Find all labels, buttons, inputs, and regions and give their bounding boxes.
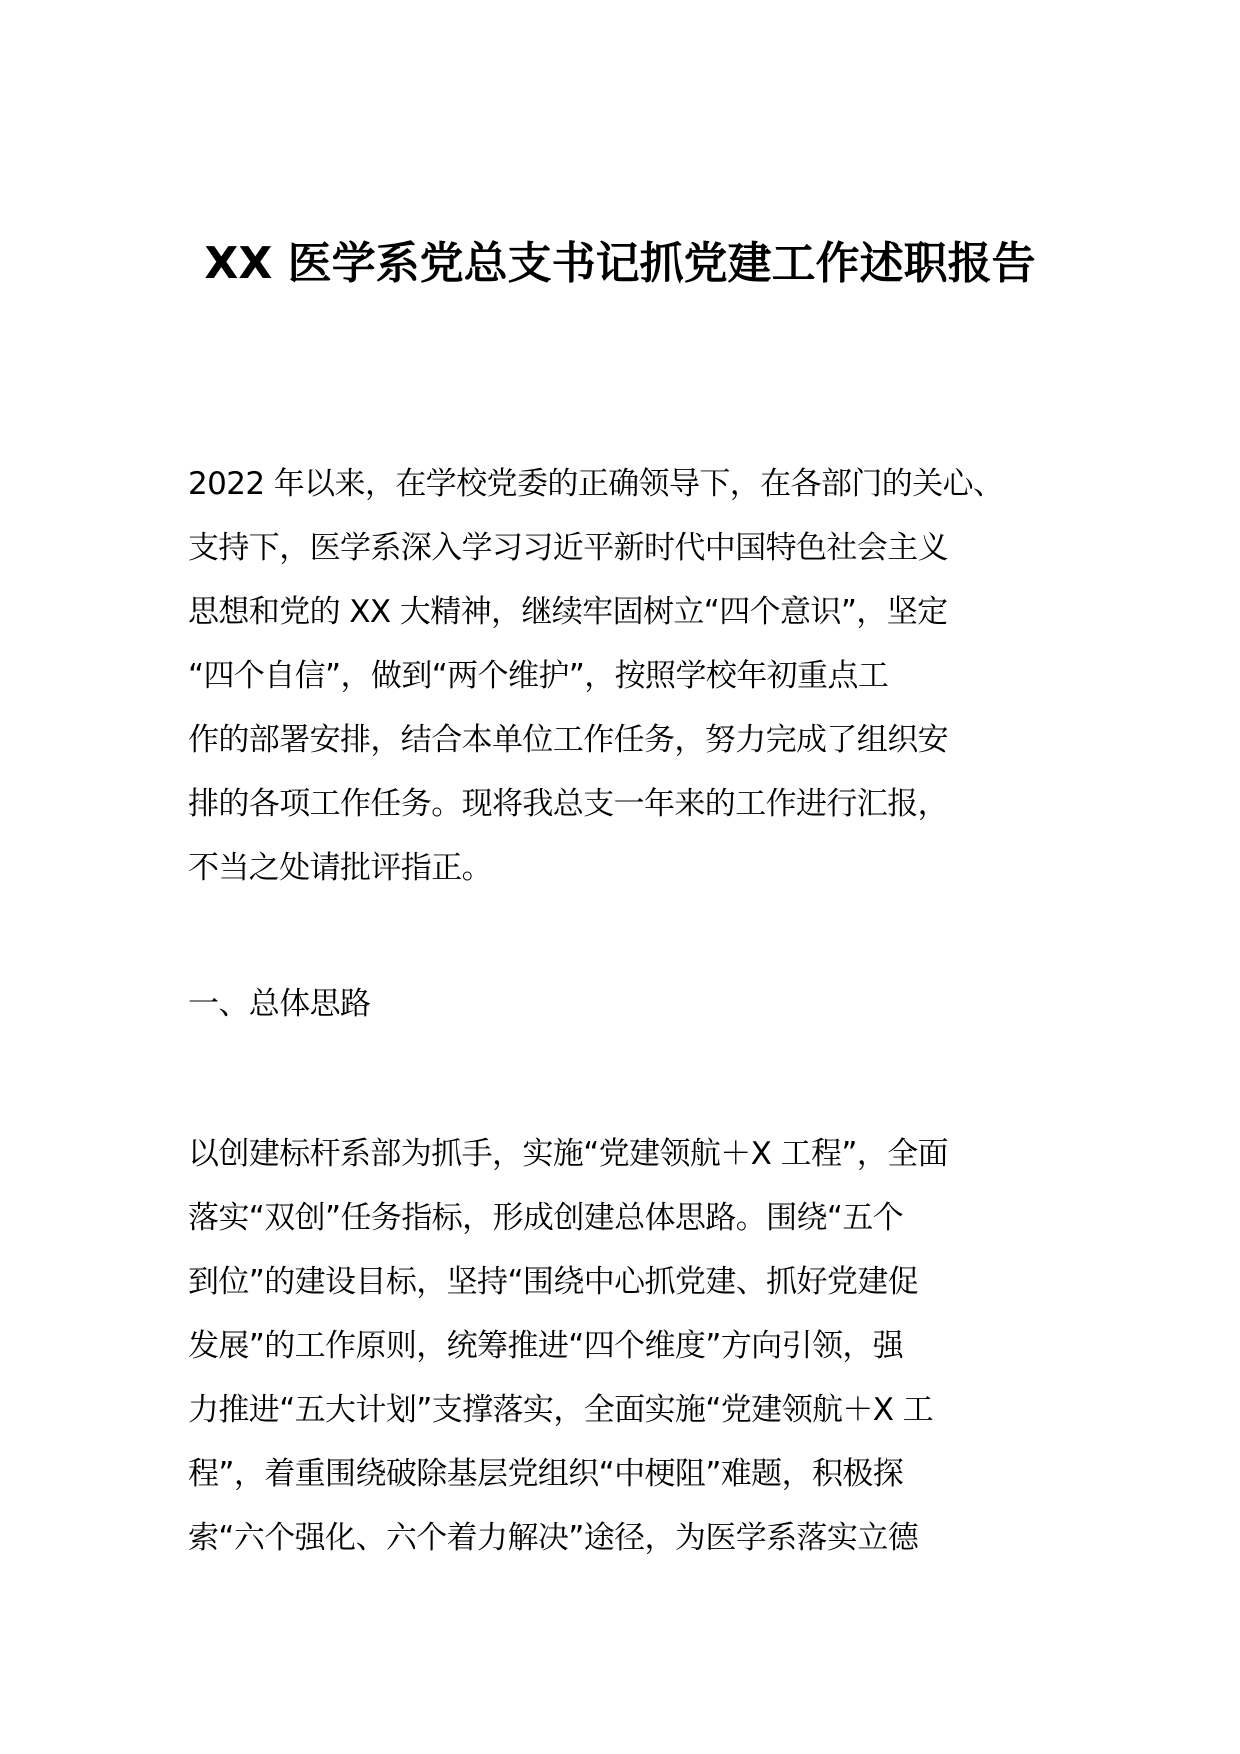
intro-paragraph bbox=[188, 452, 1068, 900]
paragraph-line: 2022 年以来，在学校党委的正确领导下，在各部门的关心、 bbox=[188, 466, 1004, 502]
section-heading-overall-approach bbox=[188, 972, 1068, 1036]
paragraph-line: 排的各项工作任务。现将我总支一年来的工作进行汇报， bbox=[188, 786, 948, 822]
paragraph-line: 到位”的建设目标，坚持“围绕中心抓党建、抓好党建促 bbox=[188, 1264, 919, 1300]
paragraph-line: 作的部署安排，结合本单位工作任务，努力完成了组织安 bbox=[188, 722, 948, 758]
document-title: XX 医学系党总支书记抓党建工作述职报告 bbox=[204, 238, 1036, 290]
paragraph-line: 不当之处请批评指正。 bbox=[188, 850, 492, 886]
overall-approach-paragraph bbox=[188, 1122, 1068, 1570]
paragraph-line: 程”，着重围绕破除基层党组织“中梗阻”难题，积极探 bbox=[188, 1456, 904, 1492]
paragraph-line: 发展”的工作原则，统筹推进“四个维度”方向引领，强 bbox=[188, 1328, 904, 1364]
section-heading: 一、总体思路 bbox=[188, 986, 371, 1022]
paragraph-line: 以创建标杆系部为抓手，实施“党建领航＋X 工程”，全面 bbox=[188, 1136, 949, 1172]
paragraph-line: 力推进“五大计划”支撑落实，全面实施“党建领航＋X 工 bbox=[188, 1392, 934, 1428]
paragraph-line: 支持下，医学系深入学习习近平新时代中国特色社会主义 bbox=[188, 530, 948, 566]
paragraph-line: 索“六个强化、六个着力解决”途径，为医学系落实立德 bbox=[188, 1520, 919, 1556]
paragraph-line: 思想和党的 XX 大精神，继续牢固树立“四个意识”，坚定 bbox=[188, 594, 948, 630]
paragraph-line: “四个自信”，做到“两个维护”，按照学校年初重点工 bbox=[188, 658, 889, 694]
paragraph-line: 落实“双创”任务指标，形成创建总体思路。围绕“五个 bbox=[188, 1200, 904, 1236]
